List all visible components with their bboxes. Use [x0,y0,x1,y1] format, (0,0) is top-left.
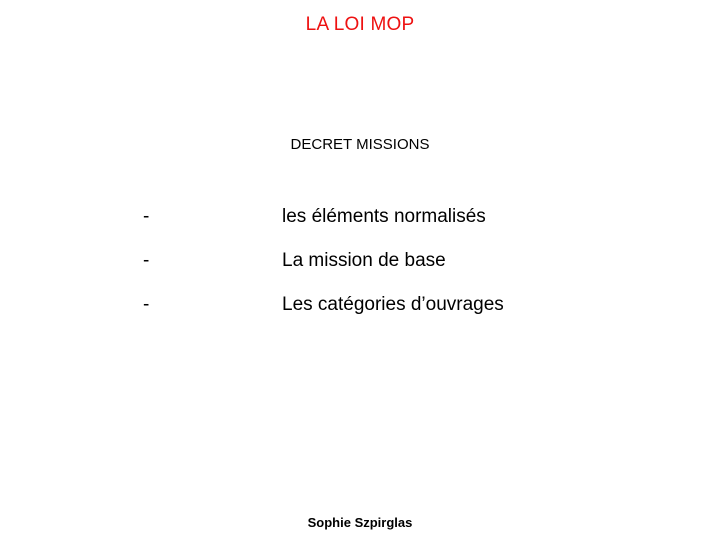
slide-title: LA LOI MOP [305,14,415,35]
bullet-list [0,206,720,338]
slide-subtitle: DECRET MISSIONS [290,136,430,153]
author-footer: Sophie Szpirglas [307,515,413,530]
bullet-item [0,294,720,338]
bullet-item [0,250,720,294]
bullet-text: La mission de base [282,250,446,271]
bullet-text: les éléments normalisés [282,206,486,227]
bullet-marker: - [143,250,150,271]
bullet-text: Les catégories d’ouvrages [282,294,504,315]
bullet-marker: - [143,206,150,227]
bullet-item [0,206,720,250]
bullet-marker: - [143,294,150,315]
